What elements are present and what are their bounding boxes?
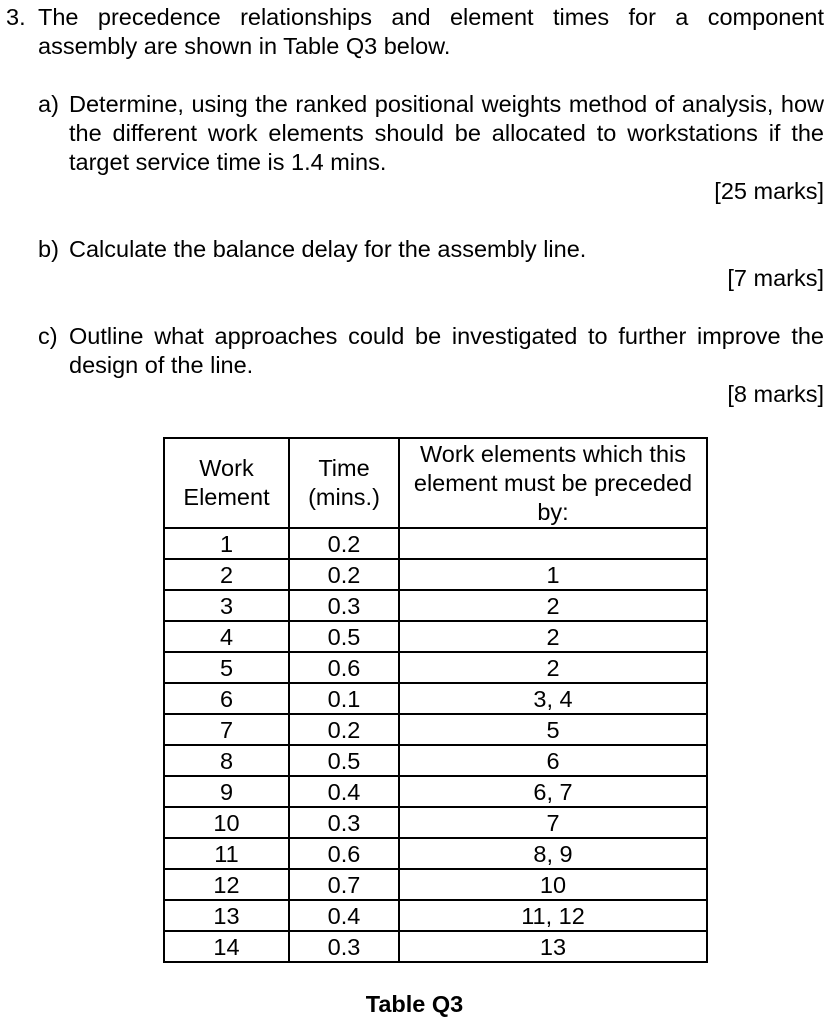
part-c-marks: [8 marks] xyxy=(727,381,824,407)
cell-element: 9 xyxy=(164,776,289,807)
cell-time: 0.4 xyxy=(289,900,399,931)
question-number: 3. xyxy=(6,4,26,30)
table-row xyxy=(164,900,707,931)
table-row xyxy=(164,838,707,869)
question-intro: The precedence relationships and element times for a component assembly are shown in Table Q3 below. xyxy=(38,4,824,59)
cell-time: 0.6 xyxy=(289,652,399,683)
table-row xyxy=(164,807,707,838)
cell-time: 0.4 xyxy=(289,776,399,807)
part-c-label: c) xyxy=(38,323,58,349)
cell-preceded-by: 11, 12 xyxy=(399,900,707,931)
cell-preceded-by: 3, 4 xyxy=(399,683,707,714)
part-b-text: Calculate the balance delay for the assembly line. xyxy=(69,236,587,262)
cell-element: 3 xyxy=(164,590,289,621)
cell-time: 0.7 xyxy=(289,869,399,900)
cell-preceded-by: 6, 7 xyxy=(399,776,707,807)
header-work-element-text: Work Element xyxy=(183,455,270,510)
cell-time: 0.2 xyxy=(289,714,399,745)
header-preceded-by-text: Work elements which this element must be preceded by: xyxy=(413,440,693,525)
table-row xyxy=(164,590,707,621)
cell-element: 13 xyxy=(164,900,289,931)
part-a-text: Determine, using the ranked positional weights method of analysis, how the different work elements should be allocated to workstations if the target service time is 1.4 mins. xyxy=(69,91,824,175)
header-time xyxy=(289,438,399,528)
cell-preceded-by: 13 xyxy=(399,931,707,962)
cell-preceded-by: 7 xyxy=(399,807,707,838)
cell-element: 8 xyxy=(164,745,289,776)
header-work-element xyxy=(164,438,289,528)
cell-preceded-by: 1 xyxy=(399,559,707,590)
cell-time: 0.2 xyxy=(289,559,399,590)
cell-preceded-by: 2 xyxy=(399,621,707,652)
cell-element: 11 xyxy=(164,838,289,869)
cell-time: 0.2 xyxy=(289,528,399,559)
table-row xyxy=(164,776,707,807)
cell-element: 1 xyxy=(164,528,289,559)
table-header-row xyxy=(164,438,707,528)
part-a-marks: [25 marks] xyxy=(714,178,824,204)
cell-time: 0.5 xyxy=(289,745,399,776)
cell-element: 12 xyxy=(164,869,289,900)
cell-element: 14 xyxy=(164,931,289,962)
table-row xyxy=(164,683,707,714)
table-caption: Table Q3 xyxy=(365,991,464,1017)
cell-time: 0.1 xyxy=(289,683,399,714)
cell-preceded-by: 6 xyxy=(399,745,707,776)
cell-element: 2 xyxy=(164,559,289,590)
cell-preceded-by: 2 xyxy=(399,590,707,621)
cell-time: 0.3 xyxy=(289,807,399,838)
table-row xyxy=(164,869,707,900)
cell-preceded-by: 10 xyxy=(399,869,707,900)
cell-time: 0.6 xyxy=(289,838,399,869)
cell-preceded-by: 2 xyxy=(399,652,707,683)
cell-preceded-by: 5 xyxy=(399,714,707,745)
header-time-text: Time (mins.) xyxy=(308,455,380,510)
part-b-marks: [7 marks] xyxy=(727,265,824,291)
part-b-label: b) xyxy=(38,236,59,262)
cell-element: 7 xyxy=(164,714,289,745)
cell-element: 5 xyxy=(164,652,289,683)
table-row xyxy=(164,621,707,652)
cell-element: 10 xyxy=(164,807,289,838)
table-row xyxy=(164,714,707,745)
header-preceded-by xyxy=(399,438,707,528)
part-a-label: a) xyxy=(38,91,59,117)
table-row xyxy=(164,528,707,559)
cell-time: 0.3 xyxy=(289,931,399,962)
precedence-table xyxy=(163,437,708,963)
cell-element: 6 xyxy=(164,683,289,714)
cell-element: 4 xyxy=(164,621,289,652)
table-row xyxy=(164,931,707,962)
cell-preceded-by: 8, 9 xyxy=(399,838,707,869)
part-c-text: Outline what approaches could be investigated to further improve the design of the line. xyxy=(69,323,824,378)
table-row xyxy=(164,652,707,683)
cell-preceded-by xyxy=(399,528,707,559)
cell-time: 0.3 xyxy=(289,590,399,621)
cell-time: 0.5 xyxy=(289,621,399,652)
table-row xyxy=(164,559,707,590)
table-row xyxy=(164,745,707,776)
